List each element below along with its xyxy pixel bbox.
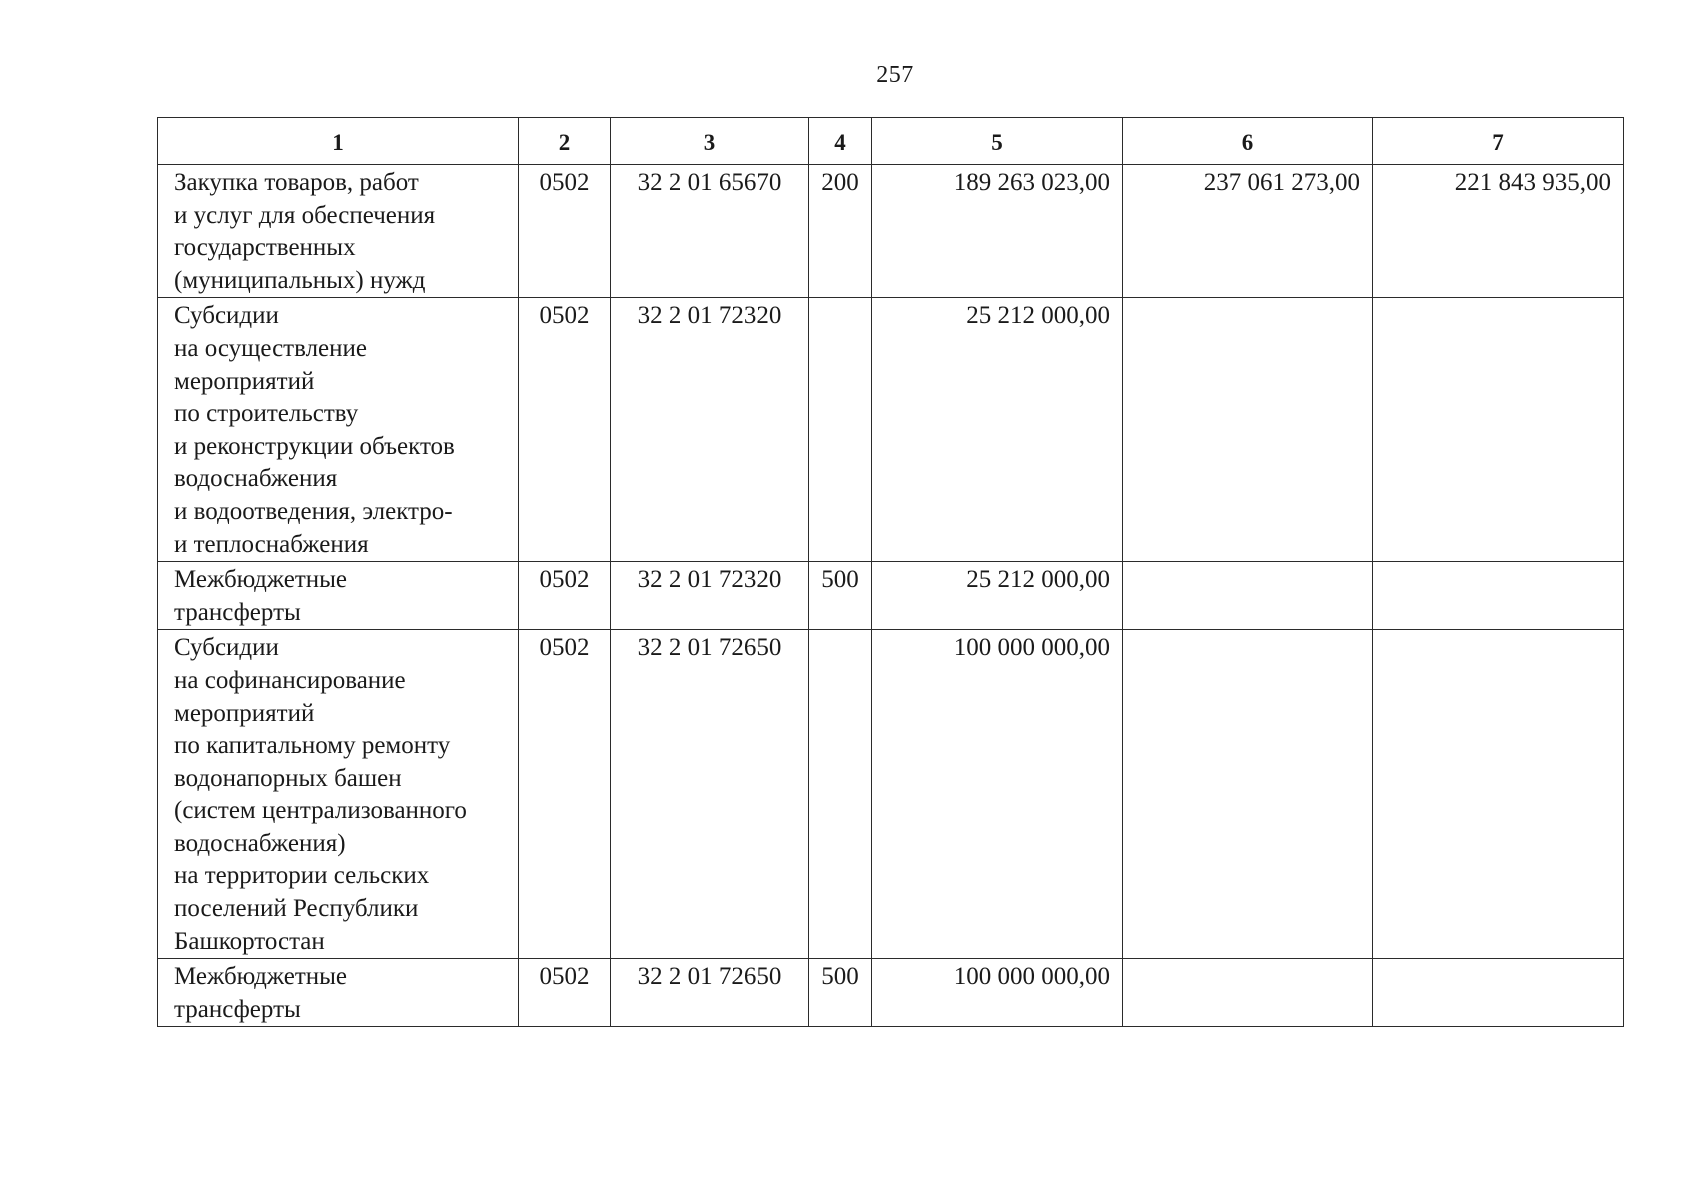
- row-amount-3: [1373, 630, 1624, 959]
- row-section: 0502: [519, 630, 611, 959]
- row-amount-2: [1123, 959, 1373, 1027]
- row-amount-1: 25 212 000,00: [872, 298, 1123, 562]
- column-header: 2: [519, 118, 611, 165]
- row-type: [809, 630, 872, 959]
- row-amount-2: 237 061 273,00: [1123, 165, 1373, 298]
- column-header: 6: [1123, 118, 1373, 165]
- row-type: 500: [809, 562, 872, 630]
- row-amount-1: 189 263 023,00: [872, 165, 1123, 298]
- row-section: 0502: [519, 959, 611, 1027]
- header-row: [158, 118, 1624, 165]
- budget-table: [157, 117, 1624, 1027]
- row-amount-1: 100 000 000,00: [872, 630, 1123, 959]
- row-name: Субсидии на софинансирование мероприятий по капитальному ремонту водонапорных башен (систем централизованного водоснабжения) на территории сельских поселений Республики Башкортостан: [158, 630, 519, 959]
- table-row: [158, 298, 1624, 562]
- row-target: 32 2 01 72320: [611, 562, 809, 630]
- row-amount-1: 25 212 000,00: [872, 562, 1123, 630]
- row-amount-3: [1373, 298, 1624, 562]
- row-target: 32 2 01 72650: [611, 959, 809, 1027]
- row-name: Закупка товаров, работ и услуг для обеспечения государственных (муниципальных) нужд: [158, 165, 519, 298]
- table-row: [158, 562, 1624, 630]
- row-name: Субсидии на осуществление мероприятий по строительству и реконструкции объектов водоснабжения и водоотведения, электро- и теплоснабжения: [158, 298, 519, 562]
- row-section: 0502: [519, 562, 611, 630]
- row-type: [809, 298, 872, 562]
- row-type: 500: [809, 959, 872, 1027]
- row-target: 32 2 01 65670: [611, 165, 809, 298]
- row-section: 0502: [519, 165, 611, 298]
- row-target: 32 2 01 72320: [611, 298, 809, 562]
- column-header: 4: [809, 118, 872, 165]
- row-target: 32 2 01 72650: [611, 630, 809, 959]
- row-amount-2: [1123, 298, 1373, 562]
- column-header: 1: [158, 118, 519, 165]
- table-row: [158, 630, 1624, 959]
- table-row: [158, 165, 1624, 298]
- row-name: Межбюджетные трансферты: [158, 959, 519, 1027]
- row-type: 200: [809, 165, 872, 298]
- page-number: 257: [876, 62, 914, 88]
- row-amount-2: [1123, 630, 1373, 959]
- table-row: [158, 959, 1624, 1027]
- column-header: 3: [611, 118, 809, 165]
- row-name: Межбюджетные трансферты: [158, 562, 519, 630]
- column-header: 7: [1373, 118, 1624, 165]
- row-section: 0502: [519, 298, 611, 562]
- row-amount-2: [1123, 562, 1373, 630]
- row-amount-3: [1373, 959, 1624, 1027]
- row-amount-3: [1373, 562, 1624, 630]
- column-header: 5: [872, 118, 1123, 165]
- row-amount-1: 100 000 000,00: [872, 959, 1123, 1027]
- row-amount-3: 221 843 935,00: [1373, 165, 1624, 298]
